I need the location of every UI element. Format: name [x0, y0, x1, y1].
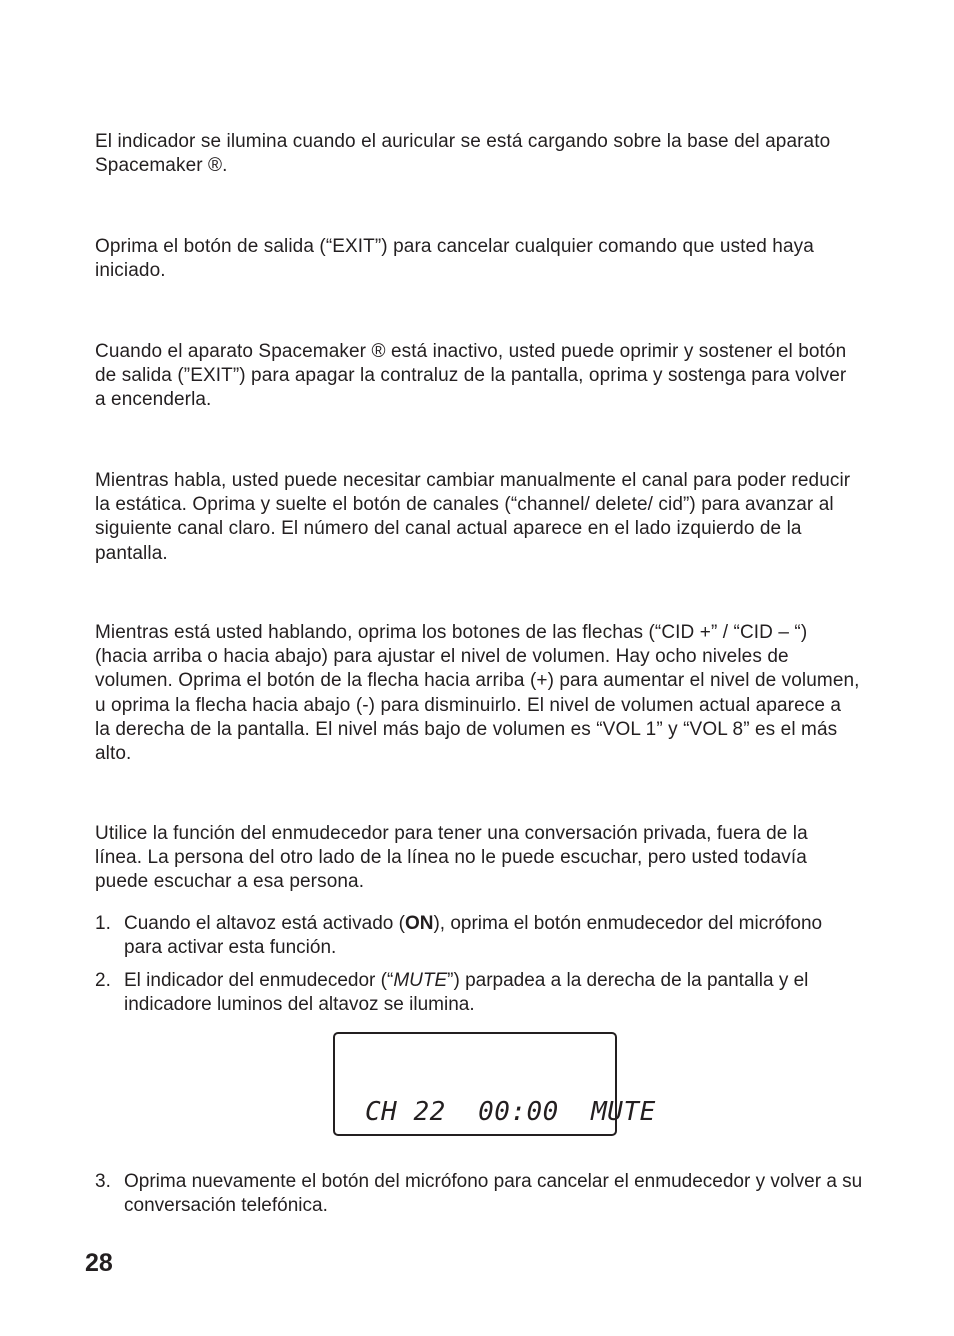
step-number: 1.: [95, 913, 111, 934]
volume-paragraph: Mientras está usted hablando, oprima los botones de las flechas (“CID +” / “CID – “) (hacia arriba o hacia abajo) para ajustar el nivel de volumen. Hay ocho niveles de volumen. Oprima el botón de la flecha hacia arriba (+) para aumentar el nivel de volumen, u oprima la flecha hacia abajo (-) para disminuirlo. El nivel de volumen actual aparece a la derecha de la pantalla. El nivel más bajo de volumen es “VOL 1” y “VOL 8” es el más alto.: [95, 622, 860, 765]
mute-intro-paragraph: Utilice la función del enmudecedor para tener una conversación privada, fuera de la línea. La persona del otro lado de la línea no le puede escuchar, pero usted todavía puede escuchar a esa persona.: [95, 823, 808, 893]
mute-emphasis: MUTE: [393, 970, 448, 991]
step-text: Cuando el altavoz está activado (ON), oprima el botón enmudecedor del micrófono para activar esta función.: [124, 913, 823, 959]
mute-step-1: [95, 912, 865, 960]
exit-button-paragraph: Oprima el botón de salida (“EXIT”) para cancelar cualquier comando que usted haya iniciado.: [95, 236, 814, 282]
step-text: Oprima nuevamente el botón del micrófono para cancelar el enmudecedor y volver a su conversación telefónica.: [124, 1171, 863, 1217]
step-number: 3.: [95, 1171, 111, 1192]
lcd-display-illustration: [333, 1032, 656, 1136]
page-number: 28: [85, 1249, 113, 1277]
mute-step-3: [95, 1170, 865, 1218]
step-text: El indicador del enmudecedor (“MUTE”) parpadea a la derecha de la pantalla y el indicadore luminos del altavoz se ilumina.: [124, 970, 809, 1016]
mute-step-2: [95, 969, 865, 1017]
backlight-paragraph: Cuando el aparato Spacemaker ® está inactivo, usted puede oprimir y sostener el botón de salida (”EXIT”) para apagar la contraluz de la pantalla, oprima y sostenga para volver a encenderla.: [95, 341, 847, 411]
channel-paragraph: Mientras habla, usted puede necesitar cambiar manualmente el canal para poder reducir la estática. Oprima y suelte el botón de canales (“channel/ delete/ cid”) para avanzar al siguiente canal claro. El número del canal actual aparece en el lado izquierdo de la pantalla.: [95, 470, 851, 564]
lcd-readout: CH 22 00:00 MUTE: [365, 1097, 656, 1127]
on-emphasis: ON: [404, 913, 434, 934]
charging-indicator-paragraph: El indicador se ilumina cuando el auricular se está cargando sobre la base del aparato Spacemaker ®.: [95, 131, 831, 177]
lcd-segment-text: [335, 1034, 656, 1134]
step-number: 2.: [95, 970, 111, 991]
